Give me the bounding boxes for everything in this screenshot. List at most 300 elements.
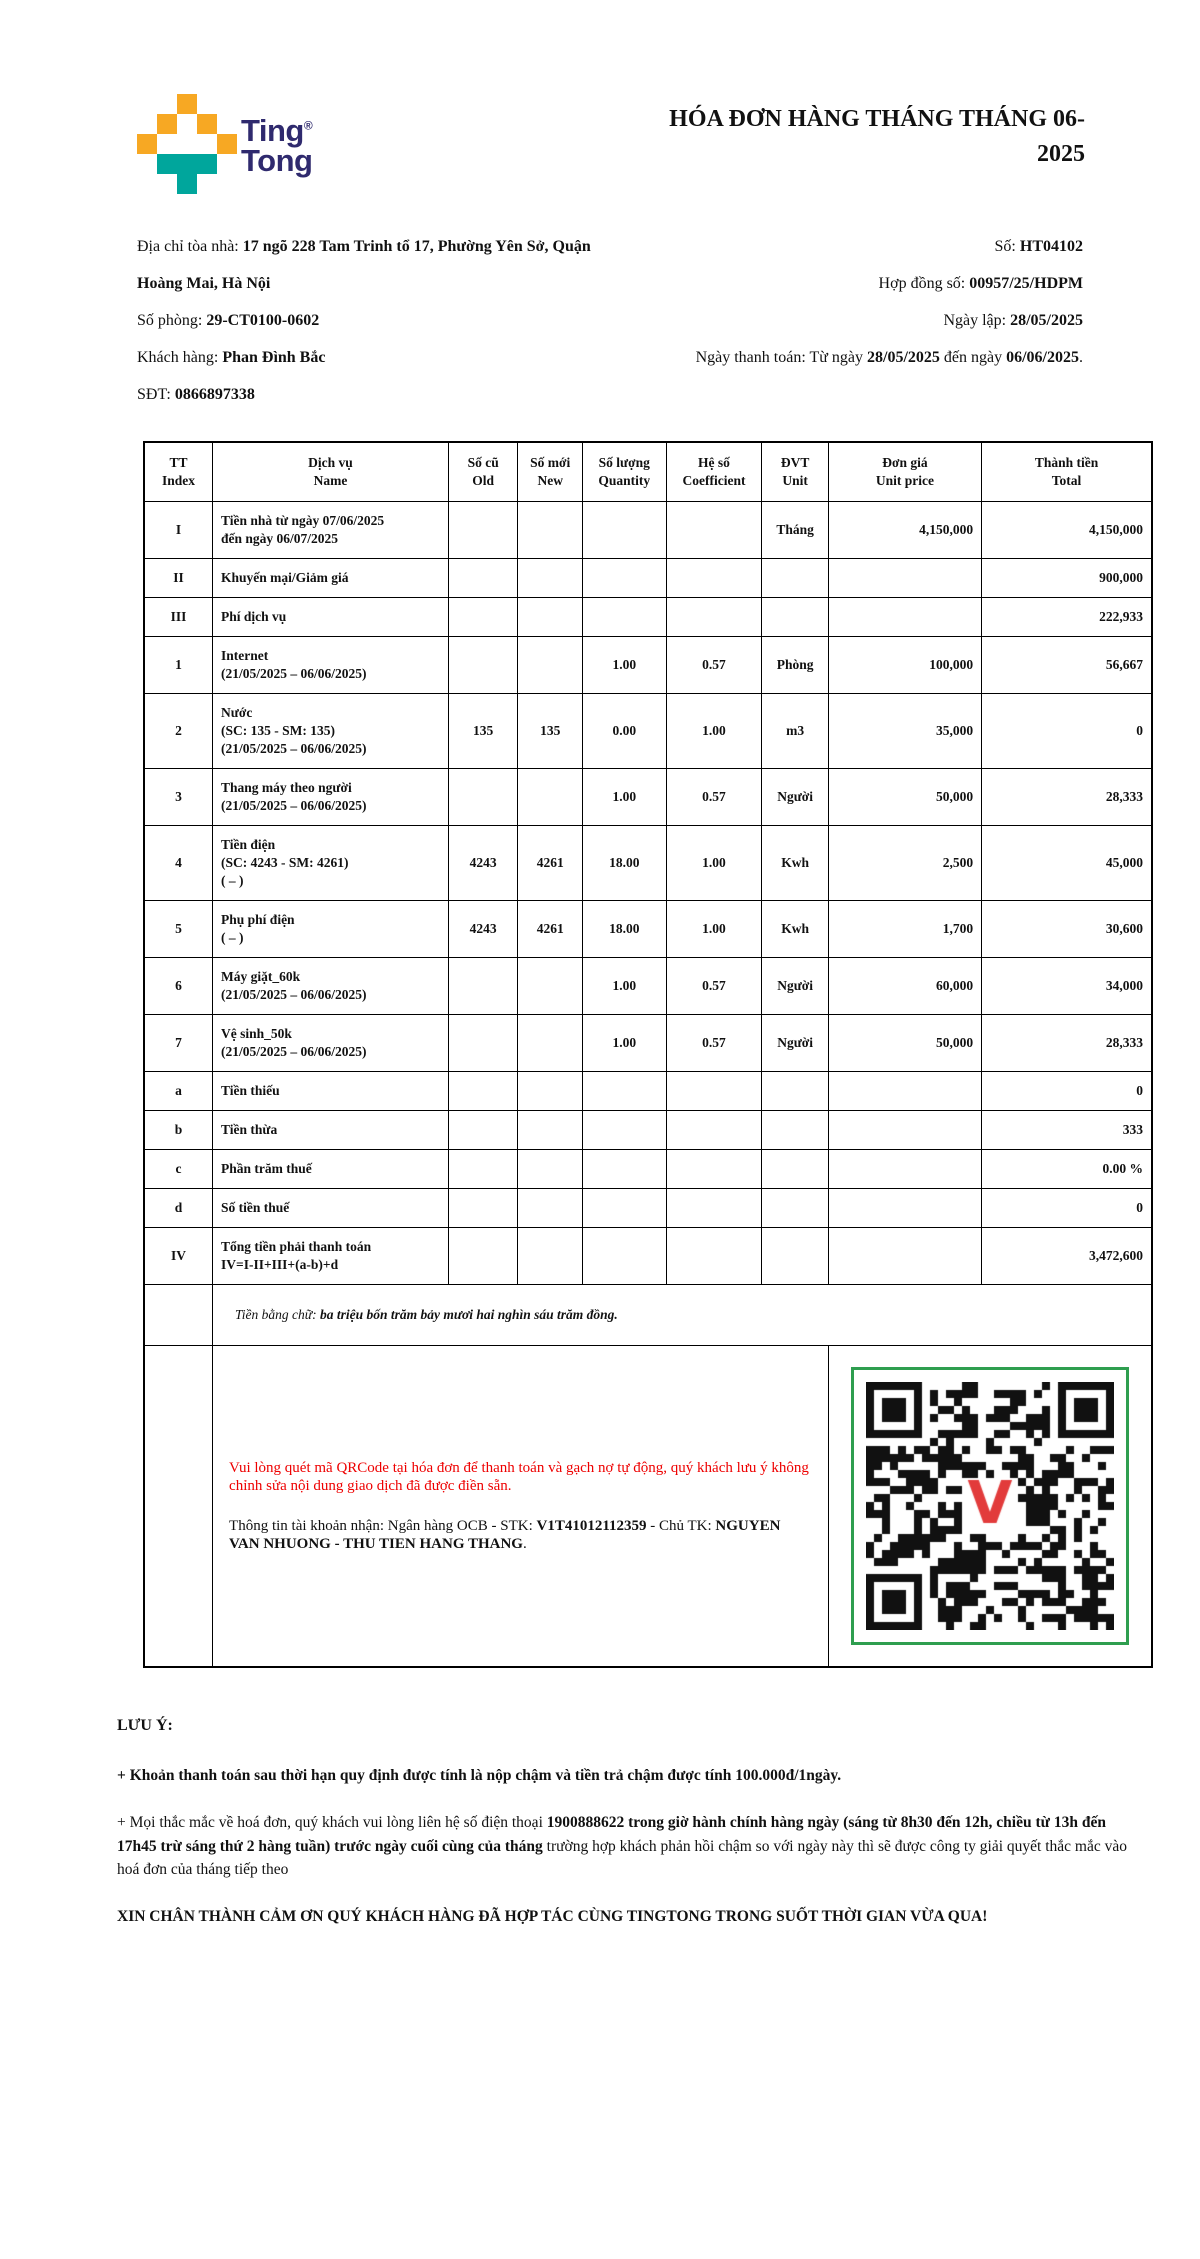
total-cell: 4,150,000 [982, 502, 1152, 559]
wordmark-line2: Tong [241, 143, 313, 179]
service-name-line: (SC: 4243 - SM: 4261) [221, 855, 349, 870]
quantity-cell [582, 559, 666, 598]
text-segment: 1900888622 trong giờ hành chính hàng ngày (sáng từ 8h30 đến 12h, chiều từ 13h đến 17h45 trừ sáng thứ 2 hàng tuần) [117, 1814, 1106, 1855]
service-name-line: Tiền nhà từ ngày 07/06/2025 [221, 513, 385, 528]
quantity-cell [582, 1111, 666, 1150]
service-name-line: đến ngày 06/07/2025 [221, 531, 339, 546]
text-segment: Địa chỉ tòa nhà: [137, 238, 243, 255]
unit-price-cell: 50,000 [828, 1015, 981, 1072]
table-row [144, 769, 1152, 826]
invoice-header [95, 92, 1105, 194]
logo-pixel [217, 154, 237, 174]
payment-instructions-cell [213, 1346, 829, 1668]
old-reading-cell [448, 1189, 518, 1228]
service-name-line: Tiền điện [221, 837, 276, 852]
unit-cell [762, 1228, 829, 1285]
unit-price-cell [828, 1189, 981, 1228]
quantity-cell [582, 1228, 666, 1285]
text-segment: + Khoản thanh toán sau thời hạn quy định được tính là nộp chậm và tiền trả chậm được tính 100.000đ/1ngày. [117, 1767, 842, 1784]
logo-pixel [157, 174, 177, 194]
header-row [144, 442, 1152, 502]
service-name-line: Phụ phí điện [221, 912, 295, 927]
amount-in-words-text [221, 1306, 1143, 1324]
unit-price-cell [828, 1111, 981, 1150]
text-segment: trường hợp khách phản hồi chậm so với ngày này thì sẽ được công ty giải quyết thắc mắc vào hoá đơn của tháng tiếp theo [117, 1837, 1127, 1878]
unit-price-cell [828, 1072, 981, 1111]
quantity-cell: 1.00 [582, 769, 666, 826]
unit-price-cell [828, 559, 981, 598]
logo-pixel [157, 94, 177, 114]
text-segment: Số: [994, 238, 1020, 255]
column-header-unit-price [828, 442, 981, 502]
unit-cell: Người [762, 769, 829, 826]
column-header-unit [762, 442, 829, 502]
service-name-line: Nước [221, 705, 253, 720]
index-cell: 4 [144, 826, 213, 901]
header-vi: Hệ số [698, 454, 730, 470]
new-reading-cell: 4261 [518, 901, 583, 958]
amount-in-words-row [144, 1285, 1152, 1346]
invoice-info [137, 228, 1083, 413]
text-segment: Khách hàng: [137, 349, 223, 366]
index-cell: 5 [144, 901, 213, 958]
total-cell: 900,000 [982, 559, 1152, 598]
qr-warning-text: Vui lòng quét mã QRCode tại hóa đơn để thanh toán và gạch nợ tự động, quý khách lưu ý không chỉnh sửa nội dung giao dịch đã được điền sẵn. [229, 1460, 809, 1494]
service-name-line: ( – ) [221, 930, 244, 945]
text-segment: Hợp đồng số: [878, 275, 970, 292]
text-segment: ba triệu bốn trăm bảy mươi hai nghìn sáu trăm đồng. [320, 1307, 618, 1322]
unit-cell: Tháng [762, 502, 829, 559]
table-row [144, 598, 1152, 637]
service-name-line: Máy giặt_60k [221, 969, 301, 984]
logo-pixel [157, 154, 177, 174]
new-reading-cell [518, 1150, 583, 1189]
invoice-meta [625, 228, 1083, 413]
coefficient-cell: 0.57 [666, 769, 762, 826]
logo-pixel [157, 134, 177, 154]
header-vi: Dịch vụ [308, 454, 353, 470]
invoice-number-line [625, 228, 1083, 265]
header-en: Total [1051, 473, 1082, 488]
column-header-coefficient [666, 442, 762, 502]
table-row [144, 1072, 1152, 1111]
quantity-cell [582, 1150, 666, 1189]
index-cell: IV [144, 1228, 213, 1285]
text-segment: trước ngày cuối cùng của tháng [330, 1837, 543, 1855]
unit-cell: Kwh [762, 901, 829, 958]
logo-pixel [217, 174, 237, 194]
old-reading-cell: 4243 [448, 901, 518, 958]
footer-notes [117, 1714, 1127, 1928]
table-row [144, 502, 1152, 559]
quantity-cell: 1.00 [582, 958, 666, 1015]
logo-pixel [177, 174, 197, 194]
quantity-cell: 18.00 [582, 901, 666, 958]
logo-pixel [137, 174, 157, 194]
coefficient-cell: 1.00 [666, 694, 762, 769]
index-cell: 3 [144, 769, 213, 826]
total-cell: 0 [982, 694, 1152, 769]
table-row [144, 1015, 1152, 1072]
text-segment: 28/05/2025 [1010, 312, 1083, 329]
header-en: Coefficient [682, 473, 746, 488]
service-table [143, 441, 1153, 1668]
quantity-cell: 1.00 [582, 637, 666, 694]
service-name-line: (21/05/2025 – 06/06/2025) [221, 798, 367, 813]
column-header-new [518, 442, 583, 502]
service-name-cell [213, 1111, 449, 1150]
logo-pixel [197, 114, 217, 134]
table-row [144, 694, 1152, 769]
new-reading-cell [518, 559, 583, 598]
service-name-line: (21/05/2025 – 06/06/2025) [221, 666, 367, 681]
qr-code-cell [828, 1346, 1152, 1668]
logo-pixel [217, 94, 237, 114]
old-reading-cell [448, 1228, 518, 1285]
service-name-cell [213, 1015, 449, 1072]
service-name-cell [213, 1189, 449, 1228]
text-segment: 17 ngõ 228 Tam Trinh tổ 17, Phường Yên Sở, Quận Hoàng Mai, Hà Nội [137, 238, 591, 292]
new-reading-cell [518, 637, 583, 694]
phone-line [137, 376, 625, 413]
text-segment: SĐT: [137, 386, 175, 403]
contract-number-line [625, 265, 1083, 302]
unit-price-cell: 1,700 [828, 901, 981, 958]
service-name-line: Thang máy theo người [221, 780, 352, 795]
unit-cell: Kwh [762, 826, 829, 901]
service-name-line: Phí dịch vụ [221, 609, 287, 624]
service-name-line: Vệ sinh_50k [221, 1026, 292, 1041]
header-en: Quantity [598, 473, 651, 488]
service-name-cell [213, 559, 449, 598]
text-segment: + Mọi thắc mắc về hoá đơn, quý khách vui lòng liên hệ số điện thoại [117, 1814, 547, 1832]
service-name-line: Tổng tiền phải thanh toán [221, 1239, 372, 1254]
coefficient-cell [666, 1072, 762, 1111]
wordmark-line1: Ting [241, 113, 304, 148]
text-segment: 00957/25/HDPM [969, 275, 1083, 292]
service-name-line: Internet [221, 648, 269, 663]
service-name-line: (21/05/2025 – 06/06/2025) [221, 741, 367, 756]
unit-cell [762, 559, 829, 598]
table-row [144, 1150, 1152, 1189]
text-segment: Ngày lập: [943, 312, 1011, 329]
amount-in-words-cell [213, 1285, 1152, 1346]
logo-pixel [197, 154, 217, 174]
header-vi: Thành tiền [1034, 454, 1099, 470]
table-row [144, 559, 1152, 598]
qr-payment-row [144, 1346, 1152, 1668]
index-cell: 6 [144, 958, 213, 1015]
coefficient-cell [666, 559, 762, 598]
service-name-line: (SC: 135 - SM: 135) [221, 723, 336, 738]
total-cell: 333 [982, 1111, 1152, 1150]
customer-name-line [137, 339, 625, 376]
logo-pixel [197, 134, 217, 154]
service-name-line: Số tiền thuế [221, 1200, 290, 1215]
service-name-line: Khuyến mại/Giảm giá [221, 570, 349, 585]
new-reading-cell [518, 1228, 583, 1285]
text-segment: 0866897338 [174, 386, 255, 403]
service-name-line: (21/05/2025 – 06/06/2025) [221, 1044, 367, 1059]
quantity-cell: 1.00 [582, 1015, 666, 1072]
total-cell: 56,667 [982, 637, 1152, 694]
qr-canvas [866, 1382, 1114, 1630]
quantity-cell [582, 1189, 666, 1228]
text-segment: - Chủ TK: [646, 1518, 716, 1534]
service-name-line: IV=I-II+III+(a-b)+d [221, 1257, 339, 1272]
text-segment: Tiền bằng chữ: [235, 1307, 321, 1322]
logo-pixel [217, 134, 237, 154]
text-segment: . [1079, 349, 1083, 366]
old-reading-cell [448, 958, 518, 1015]
text-segment: NGUYEN VAN NHUONG - THU TIEN HANG THANG [229, 1518, 781, 1552]
header-vi: Đơn giá [882, 454, 928, 470]
quantity-cell: 0.00 [582, 694, 666, 769]
service-table-extra [144, 1285, 1152, 1668]
service-name-cell [213, 826, 449, 901]
unit-price-cell [828, 1228, 981, 1285]
text-segment: Phan Đình Bắc [222, 349, 326, 366]
text-segment: Số phòng: [137, 312, 207, 329]
old-reading-cell [448, 637, 518, 694]
text-segment: Ngày thanh toán: Từ ngày [695, 349, 868, 366]
logo-pixel [177, 114, 197, 134]
unit-cell: Người [762, 958, 829, 1015]
coefficient-cell [666, 1228, 762, 1285]
new-reading-cell [518, 1072, 583, 1111]
coefficient-cell [666, 502, 762, 559]
coefficient-cell: 0.57 [666, 958, 762, 1015]
logo-pixel [137, 94, 157, 114]
old-reading-cell [448, 598, 518, 637]
issue-date-line [625, 302, 1083, 339]
quantity-cell: 18.00 [582, 826, 666, 901]
coefficient-cell [666, 1111, 762, 1150]
new-reading-cell: 4261 [518, 826, 583, 901]
service-name-cell [213, 769, 449, 826]
table-row [144, 1189, 1152, 1228]
unit-price-cell [828, 1150, 981, 1189]
text-segment: HT04102 [1019, 238, 1083, 255]
total-cell: 45,000 [982, 826, 1152, 901]
index-cell: b [144, 1111, 213, 1150]
unit-price-cell: 2,500 [828, 826, 981, 901]
quantity-cell [582, 502, 666, 559]
old-reading-cell: 4243 [448, 826, 518, 901]
registered-mark: ® [303, 118, 313, 133]
index-cell: d [144, 1189, 213, 1228]
total-cell: 0.00 % [982, 1150, 1152, 1189]
logo-pixel [177, 134, 197, 154]
total-cell: 34,000 [982, 958, 1152, 1015]
service-name-line: Phần trăm thuế [221, 1161, 312, 1176]
logo-pixel [137, 114, 157, 134]
room-number-line [137, 302, 625, 339]
column-header-old [448, 442, 518, 502]
index-cell: c [144, 1150, 213, 1189]
table-row [144, 901, 1152, 958]
table-row [144, 1111, 1152, 1150]
unit-cell [762, 1150, 829, 1189]
service-table-head [144, 442, 1152, 502]
logo-pixel [177, 154, 197, 174]
coefficient-cell: 1.00 [666, 826, 762, 901]
building-address-line [137, 228, 625, 302]
old-reading-cell: 135 [448, 694, 518, 769]
service-name-cell [213, 901, 449, 958]
coefficient-cell [666, 1189, 762, 1228]
thank-you-note [117, 1905, 1127, 1928]
unit-cell [762, 1111, 829, 1150]
tingtong-logo-icon [137, 94, 237, 194]
new-reading-cell [518, 769, 583, 826]
total-cell: 0 [982, 1189, 1152, 1228]
total-cell: 28,333 [982, 1015, 1152, 1072]
service-name-line: Tiền thiếu [221, 1083, 280, 1098]
column-header-index [144, 442, 213, 502]
logo-pixel [197, 94, 217, 114]
index-cell: 2 [144, 694, 213, 769]
total-cell: 28,333 [982, 769, 1152, 826]
column-header-quantity [582, 442, 666, 502]
tingtong-wordmark [241, 113, 313, 179]
empty-index-cell [144, 1285, 213, 1346]
old-reading-cell [448, 559, 518, 598]
unit-price-cell: 35,000 [828, 694, 981, 769]
header-en: Name [313, 473, 348, 488]
unit-cell: m3 [762, 694, 829, 769]
notes-heading: LƯU Ý: [117, 1717, 173, 1734]
header-vi: Số cũ [467, 454, 499, 470]
logo-pixel [217, 114, 237, 134]
unit-cell [762, 1189, 829, 1228]
header-en: Unit [782, 473, 808, 488]
text-segment: 29-CT0100-0602 [206, 312, 320, 329]
text-segment: đến ngày [939, 349, 1007, 366]
service-name-cell [213, 958, 449, 1015]
new-reading-cell: 135 [518, 694, 583, 769]
text-segment: XIN CHÂN THÀNH CẢM ƠN QUÝ KHÁCH HÀNG ĐÃ HỢP TÁC CÙNG TINGTONG TRONG SUỐT THỜI GIAN VỪA QUA! [117, 1908, 988, 1925]
quantity-cell [582, 1072, 666, 1111]
header-en: New [537, 473, 563, 488]
service-name-cell [213, 637, 449, 694]
new-reading-cell [518, 1189, 583, 1228]
coefficient-cell [666, 1150, 762, 1189]
header-en: Unit price [875, 473, 935, 488]
text-segment: Thông tin tài khoản nhận: Ngân hàng OCB - STK: [229, 1518, 537, 1534]
header-vi: Số mới [530, 454, 571, 470]
index-cell: a [144, 1072, 213, 1111]
logo-pixel [197, 174, 217, 194]
old-reading-cell [448, 1111, 518, 1150]
logo-pixel [137, 154, 157, 174]
new-reading-cell [518, 598, 583, 637]
index-cell: II [144, 559, 213, 598]
new-reading-cell [518, 958, 583, 1015]
index-cell: 7 [144, 1015, 213, 1072]
quantity-cell [582, 598, 666, 637]
old-reading-cell [448, 1150, 518, 1189]
header-vi: Số lượng [598, 454, 650, 470]
table-row [144, 826, 1152, 901]
service-name-cell [213, 694, 449, 769]
unit-price-cell [828, 598, 981, 637]
service-name-cell [213, 502, 449, 559]
header-en: Old [472, 473, 495, 488]
total-cell: 222,933 [982, 598, 1152, 637]
unit-price-cell: 4,150,000 [828, 502, 981, 559]
logo-pixel [137, 134, 157, 154]
old-reading-cell [448, 1015, 518, 1072]
index-cell: III [144, 598, 213, 637]
unit-cell [762, 1072, 829, 1111]
service-name-cell [213, 1228, 449, 1285]
coefficient-cell: 1.00 [666, 901, 762, 958]
hotline-note [117, 1811, 1127, 1881]
service-table-body [144, 502, 1152, 1285]
service-name-cell [213, 598, 449, 637]
new-reading-cell [518, 502, 583, 559]
service-name-line: (21/05/2025 – 06/06/2025) [221, 987, 367, 1002]
new-reading-cell [518, 1111, 583, 1150]
old-reading-cell [448, 502, 518, 559]
unit-price-cell: 60,000 [828, 958, 981, 1015]
unit-price-cell: 100,000 [828, 637, 981, 694]
text-segment: . [522, 1536, 527, 1552]
empty-index-cell [144, 1346, 213, 1668]
column-header-name [213, 442, 449, 502]
service-name-cell [213, 1150, 449, 1189]
header-vi: TT [169, 454, 188, 470]
header-en: Index [162, 473, 196, 488]
bank-account-text [229, 1517, 810, 1553]
table-row [144, 637, 1152, 694]
text-segment: 06/06/2025 [1006, 349, 1079, 366]
old-reading-cell [448, 1072, 518, 1111]
index-cell: I [144, 502, 213, 559]
text-segment: V1T41012112359 [536, 1518, 647, 1534]
total-cell: 0 [982, 1072, 1152, 1111]
total-cell: 3,472,600 [982, 1228, 1152, 1285]
total-cell: 30,600 [982, 901, 1152, 958]
unit-cell: Người [762, 1015, 829, 1072]
service-name-cell [213, 1072, 449, 1111]
unit-cell [762, 598, 829, 637]
table-row [144, 1228, 1152, 1285]
late-payment-note [117, 1764, 1127, 1787]
logo-pixel [177, 94, 197, 114]
coefficient-cell [666, 598, 762, 637]
coefficient-cell: 0.57 [666, 637, 762, 694]
column-header-total [982, 442, 1152, 502]
index-cell: 1 [144, 637, 213, 694]
payment-date-line [625, 339, 1083, 376]
unit-price-cell: 50,000 [828, 769, 981, 826]
new-reading-cell [518, 1015, 583, 1072]
customer-info [137, 228, 625, 413]
old-reading-cell [448, 769, 518, 826]
text-segment: 28/05/2025 [867, 349, 940, 366]
unit-cell: Phòng [762, 637, 829, 694]
table-row [144, 958, 1152, 1015]
coefficient-cell: 0.57 [666, 1015, 762, 1072]
service-name-line: ( – ) [221, 873, 244, 888]
service-name-line: Tiền thừa [221, 1122, 278, 1137]
qr-code [851, 1367, 1129, 1645]
tingtong-logo [137, 94, 312, 194]
logo-pixel [157, 114, 177, 134]
invoice-title: HÓA ĐƠN HÀNG THÁNG THÁNG 06-2025 [669, 106, 1085, 167]
